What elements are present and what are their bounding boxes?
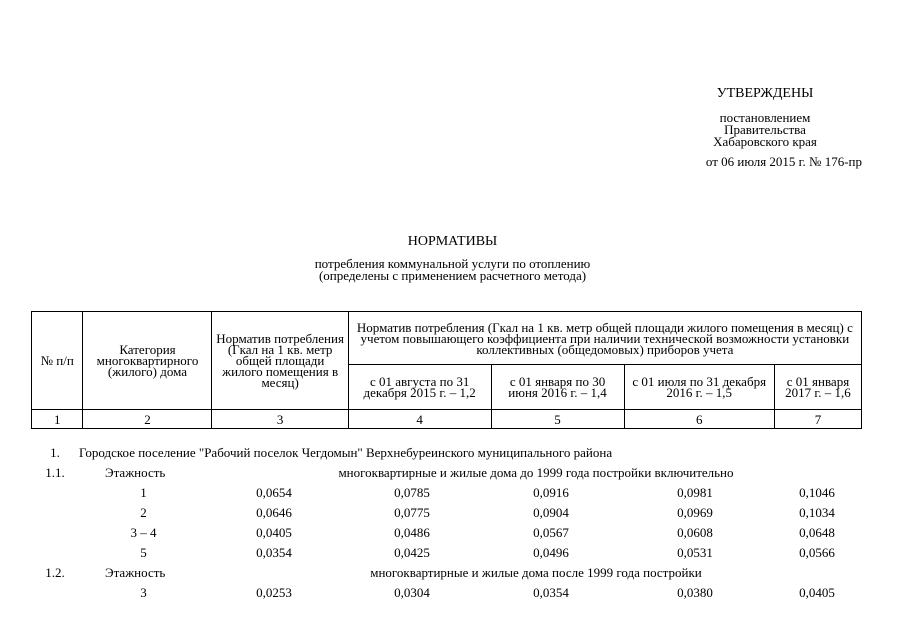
header-period: с 01 января 2017 г. – 1,6 bbox=[774, 365, 861, 410]
header-number: № п/п bbox=[32, 312, 83, 410]
header-category: Категория многоквартирного (жилого) дома bbox=[83, 312, 212, 410]
table-row bbox=[31, 542, 862, 562]
value-cell: 0,0775 bbox=[394, 505, 430, 520]
value-cell: 0,0486 bbox=[394, 525, 430, 540]
floors-cell: 2 bbox=[140, 505, 147, 520]
column-number: 5 bbox=[491, 410, 624, 429]
value-cell: 0,0253 bbox=[256, 585, 292, 600]
table-row bbox=[31, 502, 862, 522]
column-number: 2 bbox=[83, 410, 212, 429]
value-cell: 0,0566 bbox=[799, 545, 835, 560]
approval-line: Правительства bbox=[724, 122, 806, 137]
column-number: 7 bbox=[774, 410, 861, 429]
group-number: 1.1. bbox=[45, 465, 65, 480]
value-cell: 0,0304 bbox=[394, 585, 430, 600]
document-subtitle: потребления коммунальной услуги по отоплению bbox=[314, 256, 591, 271]
approval-line: Хабаровского края bbox=[713, 134, 817, 149]
group-header-row bbox=[31, 562, 862, 582]
table-row bbox=[31, 482, 862, 502]
group-header-row bbox=[31, 462, 862, 482]
value-cell: 0,0425 bbox=[394, 545, 430, 560]
value-cell: 0,0646 bbox=[256, 505, 292, 520]
value-cell: 0,1034 bbox=[799, 505, 835, 520]
document-title: НОРМАТИВЫ bbox=[407, 234, 498, 249]
value-cell: 0,0785 bbox=[394, 485, 430, 500]
table-row bbox=[31, 522, 862, 542]
document-heading bbox=[200, 236, 705, 282]
group-subtitle: многоквартирные и жилые дома после 1999 года постройки bbox=[370, 565, 702, 580]
value-cell: 0,0969 bbox=[677, 505, 713, 520]
floors-cell: 1 bbox=[140, 485, 147, 500]
column-number: 4 bbox=[348, 410, 491, 429]
column-number: 3 bbox=[212, 410, 348, 429]
group-subtitle: многоквартирные и жилые дома до 1999 года постройки включительно bbox=[338, 465, 734, 480]
floors-cell: 3 – 4 bbox=[130, 525, 157, 540]
table-row bbox=[31, 582, 862, 602]
header-period: с 01 августа по 31 декабря 2015 г. – 1,2 bbox=[348, 365, 491, 410]
column-number: 6 bbox=[624, 410, 774, 429]
floors-cell: 5 bbox=[140, 545, 147, 560]
header-norm: Норматив потребления (Гкал на 1 кв. метр общей площади жилого помещения в месяц) bbox=[212, 312, 348, 410]
section-number: 1. bbox=[50, 445, 60, 460]
approval-title: УТВЕРЖДЕНЫ bbox=[716, 86, 814, 101]
norms-table-body bbox=[31, 442, 862, 602]
value-cell: 0,0567 bbox=[533, 525, 569, 540]
value-cell: 0,0354 bbox=[256, 545, 292, 560]
value-cell: 0,0496 bbox=[533, 545, 569, 560]
norms-table-header bbox=[31, 311, 862, 429]
approval-block bbox=[640, 86, 890, 169]
value-cell: 0,0654 bbox=[256, 485, 292, 500]
section-row bbox=[31, 442, 862, 462]
value-cell: 0,0608 bbox=[677, 525, 713, 540]
value-cell: 0,1046 bbox=[799, 485, 835, 500]
header-period: с 01 июля по 31 декабря 2016 г. – 1,5 bbox=[624, 365, 774, 410]
value-cell: 0,0648 bbox=[799, 525, 835, 540]
group-label: Этажность bbox=[105, 465, 166, 480]
section-title: Городское поселение "Рабочий поселок Чегдомын" Верхнебуреинского муниципального района bbox=[79, 445, 613, 460]
value-cell: 0,0354 bbox=[533, 585, 569, 600]
value-cell: 0,0531 bbox=[677, 545, 713, 560]
header-period: с 01 января по 30 июня 2016 г. – 1,4 bbox=[491, 365, 624, 410]
value-cell: 0,0904 bbox=[533, 505, 569, 520]
value-cell: 0,0380 bbox=[677, 585, 713, 600]
value-cell: 0,0405 bbox=[799, 585, 835, 600]
group-number: 1.2. bbox=[45, 565, 65, 580]
column-number: 1 bbox=[32, 410, 83, 429]
approval-date: от 06 июля 2015 г. № 176-пр bbox=[705, 154, 862, 169]
group-label: Этажность bbox=[105, 565, 166, 580]
floors-cell: 3 bbox=[140, 585, 147, 600]
value-cell: 0,0405 bbox=[256, 525, 292, 540]
document-subtitle: (определены с применением расчетного метода) bbox=[318, 268, 587, 283]
approval-line: постановлением bbox=[719, 110, 811, 125]
value-cell: 0,0981 bbox=[677, 485, 713, 500]
header-norm-coefficient: Норматив потребления (Гкал на 1 кв. метр общей площади жилого помещения в месяц) с учетом повышающего коэффициента при наличии технической возможности установки коллективных (общедомовых) приборов учета bbox=[348, 312, 861, 365]
value-cell: 0,0916 bbox=[533, 485, 569, 500]
